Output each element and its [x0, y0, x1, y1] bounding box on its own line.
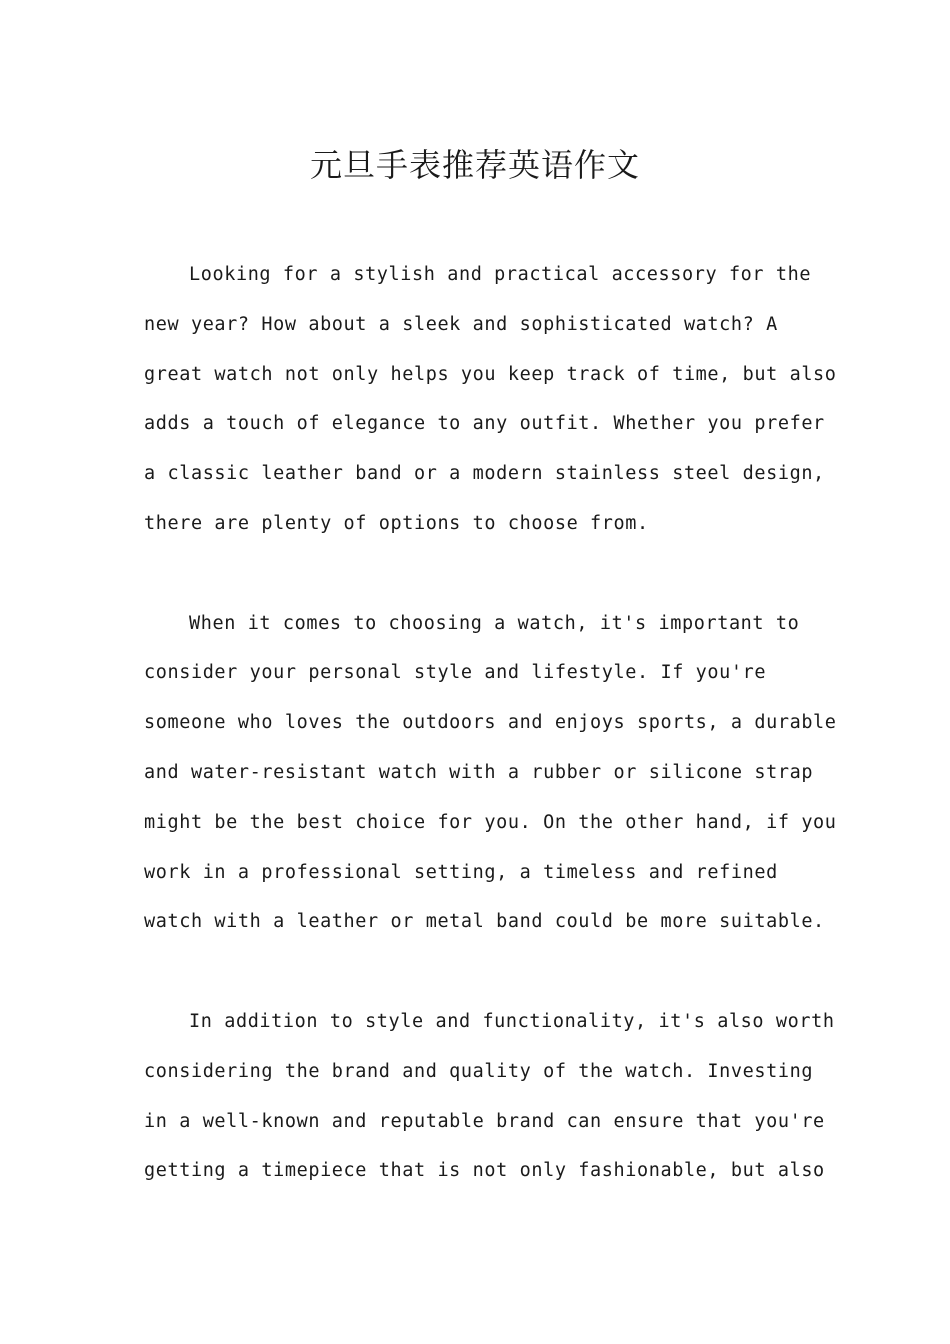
paragraph-line: and water-resistant watch with a rubber or silicone strap	[144, 761, 814, 783]
paragraph-line: in a well-known and reputable brand can ensure that you're	[144, 1110, 825, 1132]
paragraph-3	[144, 997, 835, 1196]
paragraph-line: work in a professional setting, a timeless and refined	[144, 861, 778, 883]
paragraph-line: watch with a leather or metal band could be more suitable.	[144, 911, 825, 933]
paragraph-line: there are plenty of options to choose from.	[144, 512, 649, 534]
paragraph-line: someone who loves the outdoors and enjoys sports, a durable	[144, 712, 837, 734]
paragraph-line: getting a timepiece that is not only fashionable, but also	[144, 1160, 825, 1182]
paragraph-line: When it comes to choosing a watch, it's important to	[189, 612, 800, 634]
paragraph-line: might be the best choice for you. On the other hand, if you	[144, 811, 837, 833]
document-body	[144, 250, 837, 1246]
paragraph-line: adds a touch of elegance to any outfit. Whether you prefer	[144, 413, 825, 435]
paragraph-line: consider your personal style and lifestyle. If you're	[144, 662, 767, 684]
paragraph-line: Looking for a stylish and practical accessory for the	[189, 264, 812, 285]
paragraph-line: great watch not only helps you keep track of time, but also	[144, 363, 837, 385]
paragraph-line: new year? How about a sleek and sophisticated watch? A	[144, 313, 778, 335]
paragraph-line: In addition to style and functionality, it's also worth	[189, 1010, 835, 1032]
paragraph-2	[144, 599, 837, 948]
document-title: 元旦手表推荐英语作文	[309, 146, 640, 184]
paragraph-1	[144, 250, 837, 549]
paragraph-line: a classic leather band or a modern stainless steel design,	[144, 463, 825, 485]
paragraph-line: considering the brand and quality of the watch. Investing	[144, 1060, 814, 1082]
